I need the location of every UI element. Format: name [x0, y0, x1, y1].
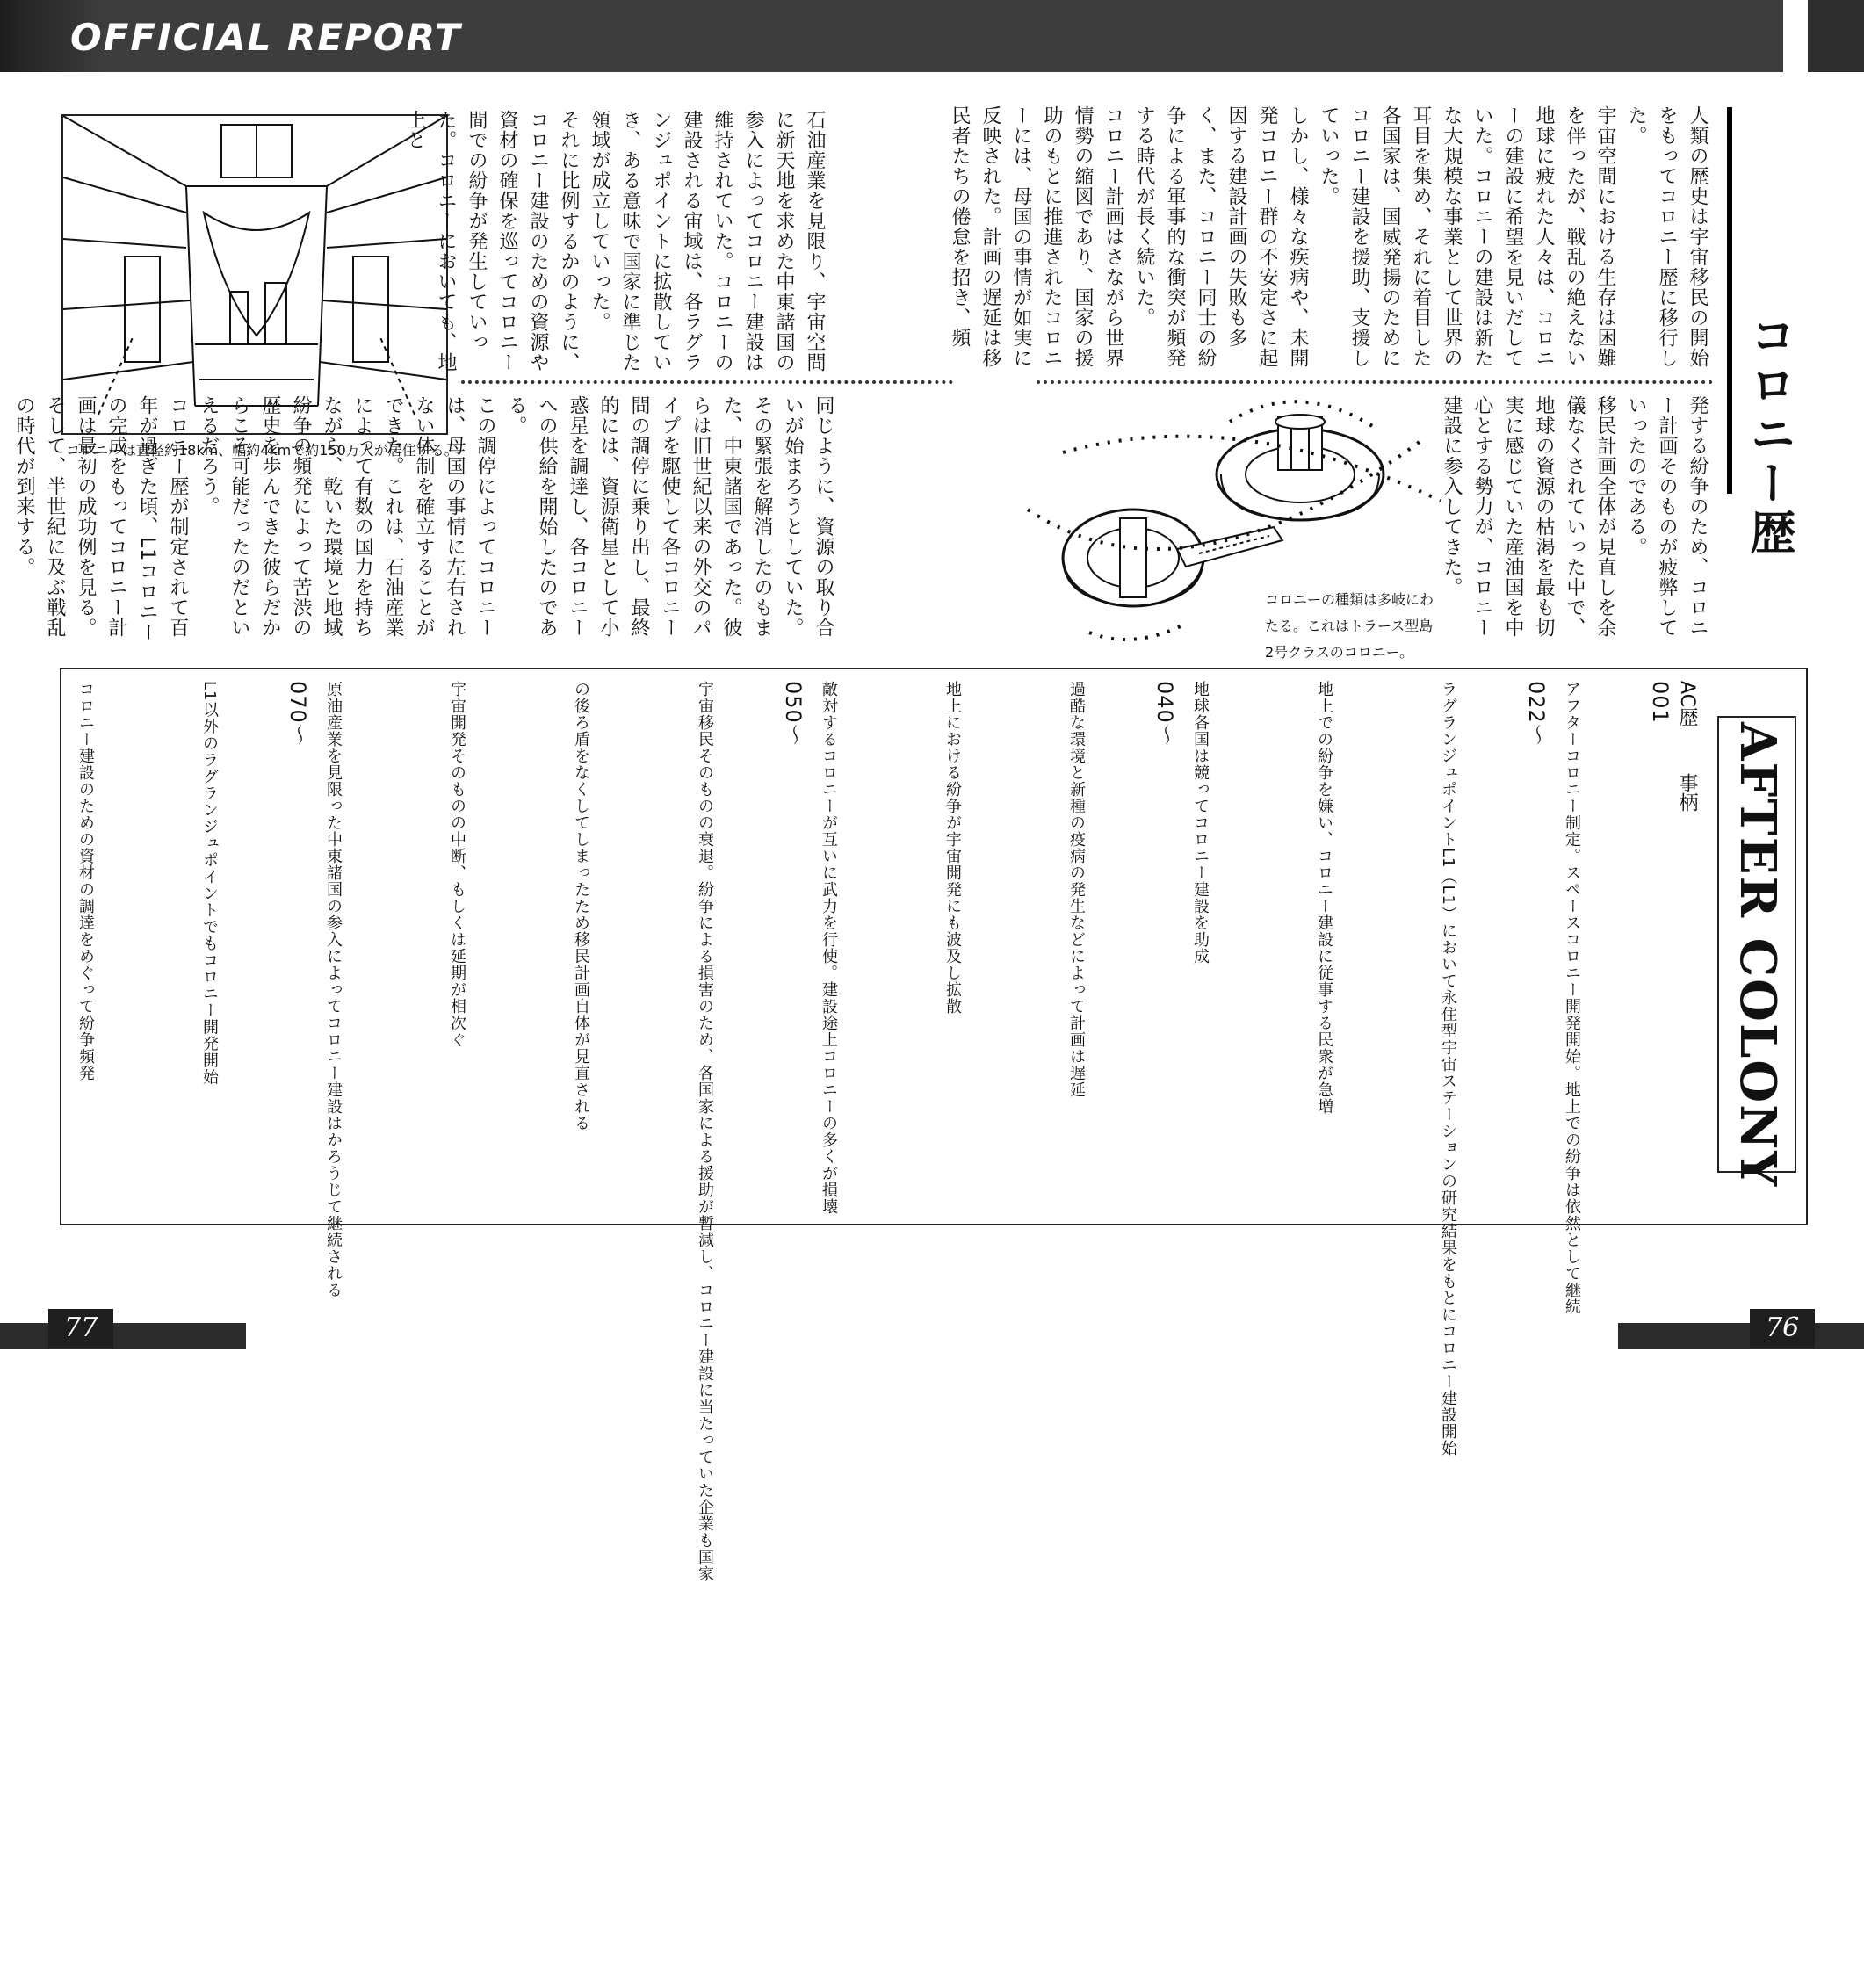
timeline-event: 地球各国は競ってコロニー建設を助成 — [1191, 681, 1210, 965]
article-text — [1441, 395, 1713, 650]
article-text — [13, 395, 839, 650]
timeline-row — [68, 681, 191, 1217]
article-left-upper — [404, 110, 830, 373]
timeline-row — [687, 681, 811, 1582]
paragraph: 移民計画全体が見直しを余儀なくされていった中で、地球の資源の枯渇を最も切実に感じていた産油国を中心とする勢力が、コロニー建設に参入してきた。 — [1441, 395, 1616, 638]
page-number-right: 76 — [1750, 1309, 1815, 1348]
header-right-block — [1808, 0, 1864, 72]
timeline-event-header: 事柄 — [1676, 773, 1698, 812]
timeline-event: ラグランジュポイントL1（L1）において永住型宇宙ステーションの研究結果をもとにコロニー建設開始 — [1439, 681, 1457, 1457]
paragraph: 発する紛争のため、コロニー計画そのものが疲弊していったのである。 — [1625, 395, 1709, 638]
caption-line: たる。これはトラース型島 — [1265, 618, 1434, 634]
timeline-year: 070〜 — [285, 681, 310, 746]
timeline-row — [1554, 681, 1678, 1315]
timeline-row — [191, 681, 315, 1217]
timeline-row — [439, 681, 563, 1217]
paragraph: この調停によってコロニーは、母国の事情に左右されない体制を確立することができた。これは、石油産業によって有数の国力を持ちながら、乾いた環境と地域紛争の頻発によって苦渋の歴史を歩んできた彼らだからこそ可能だったのだといえるだろう。 — [198, 395, 496, 638]
timeline-year — [475, 681, 563, 769]
after-colony-heading: AFTER COLONY — [1729, 722, 1787, 1189]
timeline-row — [315, 681, 439, 1298]
footer-bar-left — [0, 1323, 246, 1349]
paragraph: しかし、様々な疾病や、未開発コロニー群の不安定さに起因する建設計画の失敗も多く、また、コロニー同士の紛争による軍事的な衝突が頻発する時代が長く続いた。 — [1133, 105, 1309, 368]
timeline-year — [599, 681, 687, 769]
timeline-year — [351, 681, 439, 769]
paragraph: コロニー歴が制定されて百年が過ぎた頃、L1コロニーの完成をもってコロニー計画は最初の成功例を見る。そして、半世紀に及ぶ戦乱の時代が到来する。 — [13, 395, 189, 643]
header-title: OFFICIAL REPORT — [70, 16, 462, 59]
article-right-upper — [949, 105, 1713, 369]
timeline-event: 宇宙開発そのものの中断、もしくは延期が相次ぐ — [448, 681, 466, 1048]
section-heading: コロニー歴 — [1742, 312, 1795, 558]
timeline-year: 022〜 — [1524, 681, 1549, 746]
timeline-year — [971, 681, 1058, 769]
article-text — [404, 110, 830, 373]
paragraph: その緊張を解消したのもまた、中東諸国であった。彼らは旧世紀以来の外交のパイプを駆使して各コロニー間の調停に乗り出し、最終的には、資源衛星として小惑星を調達し、各コロニーへの供給を開始したのである。 — [505, 395, 773, 638]
timeline-row — [935, 681, 1058, 1217]
timeline-event: 地上での紛争を嫌い、コロニー建設に従事する民衆が急増 — [1315, 681, 1333, 1115]
timeline-event: アフターコロニー制定。スペースコロニー開発開始。地上での紛争は依然として継続 — [1563, 681, 1581, 1315]
timeline-year: 040〜 — [1152, 681, 1177, 746]
caption-line: 2号クラスのコロニー。 — [1265, 644, 1414, 661]
timeline-row — [1430, 681, 1554, 1457]
article-text — [949, 105, 1713, 369]
timeline-year — [1218, 681, 1306, 769]
timeline-event: 過酷な環境と新種の疫病の発生などによって計画は遅延 — [1067, 681, 1086, 1098]
paragraph: 石油産業を見限り、宇宙空間に新天地を求めた中東諸国の参入によってコロニー建設は維持されていた。コロニーの建設される宙域は、各ラグランジュポイントに拡散していき、ある意味で国家に準じた領域が成立していった。 — [589, 110, 826, 372]
paragraph: 宇宙空間における生存は困難を伴ったが、戦乱の絶えない地球に疲れた人々は、コロニーの建設に希望を見いだしていた。コロニーの建設は新たな大規模な事業として世界の耳目を集め、それに着目した各国家は、国威発揚のためにコロニー建設を援助、支援していった。 — [1318, 105, 1616, 368]
interior-illustration-frame — [61, 114, 448, 435]
timeline-event: L1以外のラグランジュポイントでもコロニー開発開始 — [200, 681, 219, 1086]
timeline-event: 敵対するコロニーが互いに武力を行使。建設途上コロニーの多くが損壊 — [820, 681, 838, 1215]
timeline-row — [0, 681, 68, 1217]
timeline-event: コロニー建設のための資材の調達をめぐって紛争頻発 — [76, 681, 95, 1081]
footer-bar-right — [1618, 1323, 1864, 1349]
timeline-year — [104, 681, 191, 769]
timeline-year: 001 — [1648, 681, 1673, 724]
timeline-year-header: AC歴 — [1676, 681, 1698, 727]
torus-caption — [1265, 587, 1458, 666]
dotted-divider — [1037, 380, 1713, 384]
page-number-left: 77 — [48, 1309, 113, 1348]
paragraph: 人類の歴史は宇宙移民の開始をもってコロニー歴に移行した。 — [1625, 105, 1709, 368]
paragraph: それに比例するかのように、コロニー建設のための資源や資材の確保を巡ってコロニー間での紛争が発生していった。コロニーにおいても、地上と — [404, 110, 580, 372]
paragraph: コロニー計画はさながら世界情勢の縮図であり、国家の援助のもとに推進されたコロニーには、母国の事情が如実に反映された。計画の遅延は移民者たちの倦怠を招き、頻 — [949, 105, 1124, 368]
interior-caption: コロニーは直径約18km、幅約4kmで約150万人が居住する。 — [66, 442, 459, 459]
timeline-event: 地上における紛争が宇宙開発にも波及し拡散 — [943, 681, 962, 1015]
timeline-event: の後ろ盾をなくしてしまったため移民計画自体が見直される — [572, 681, 590, 1131]
timeline-year: 050〜 — [781, 681, 806, 746]
article-left-lower — [13, 395, 839, 650]
interior-colony-illustration — [63, 116, 446, 433]
timeline-row — [1058, 681, 1182, 1217]
timeline-row — [563, 681, 687, 1217]
caption-line: コロニーの種類は多岐にわ — [1265, 591, 1434, 608]
timeline-event: 宇宙移民そのものの衰退。紛争による損害のため、各国家による援助が暫減し、コロニー建設に当たっていた企業も国家 — [696, 681, 714, 1582]
timeline-year — [1342, 681, 1430, 769]
timeline-row — [1182, 681, 1306, 1217]
dotted-divider — [461, 380, 953, 384]
timeline-event: 原油産業を見限った中東諸国の参入によってコロニー建設はかろうじて継続される — [324, 681, 343, 1298]
timeline-row — [811, 681, 935, 1217]
paragraph: 同じように、資源の取り合いが始まろうとしていた。 — [782, 395, 834, 638]
timeline-row — [1306, 681, 1430, 1217]
timeline-year — [847, 681, 935, 769]
article-right-lower — [1441, 395, 1713, 650]
timeline-year — [0, 681, 68, 769]
